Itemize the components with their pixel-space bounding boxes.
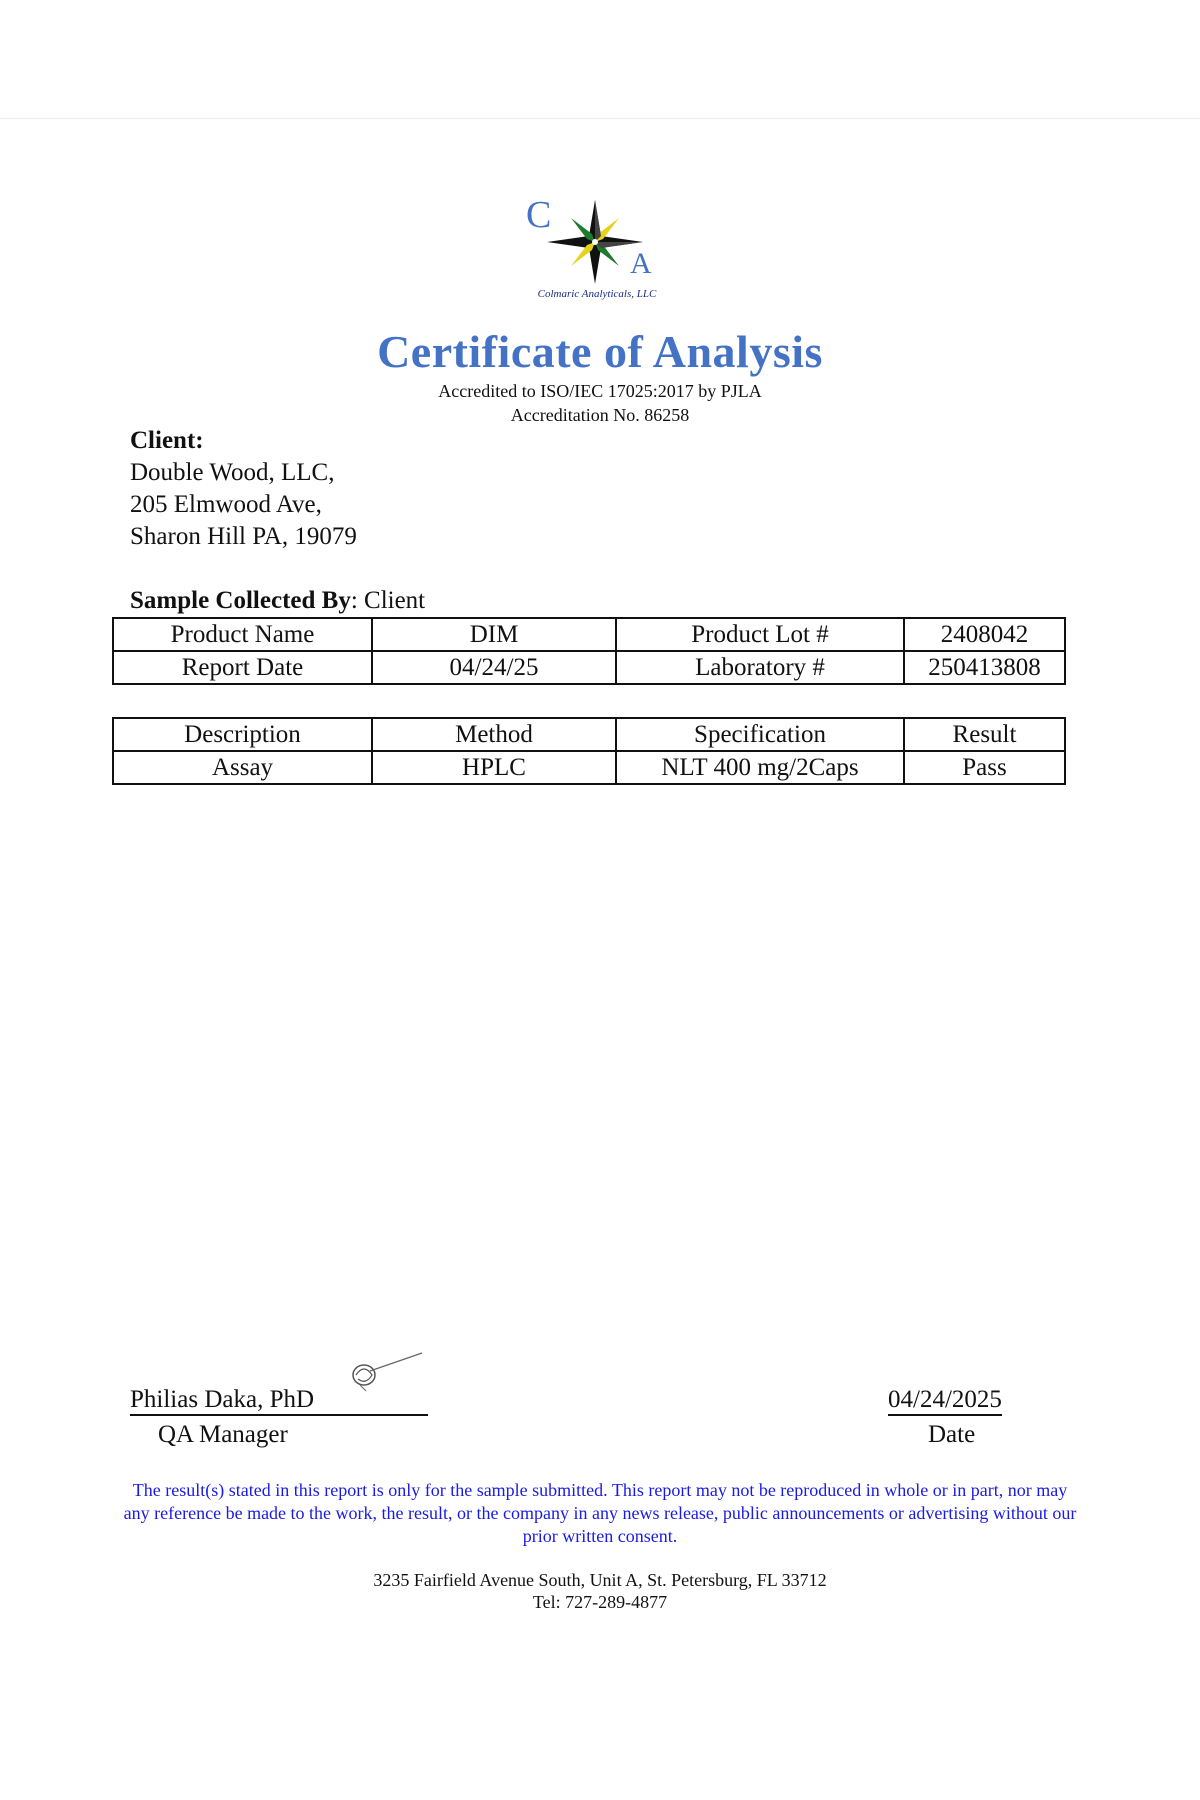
- client-block: [130, 425, 357, 553]
- client-address-line2: Sharon Hill PA, 19079: [130, 523, 357, 550]
- client-name: Double Wood, LLC,: [130, 459, 335, 486]
- column-header: Result: [904, 718, 1065, 751]
- page-title: Certificate of Analysis: [377, 326, 823, 377]
- column-header: Method: [372, 718, 616, 751]
- results-table: [112, 717, 1066, 785]
- table-cell: DIM: [372, 618, 616, 651]
- table-cell: Product Name: [113, 618, 372, 651]
- lab-phone: Tel: 727-289-4877: [532, 1592, 668, 1612]
- logo-company-name: Colmaric Analyticals, LLC: [537, 288, 657, 300]
- accreditation-line: Accredited to ISO/IEC 17025:2017 by PJLA: [438, 381, 762, 401]
- client-address-line1: 205 Elmwood Ave,: [130, 491, 322, 518]
- signatory-title: QA Manager: [158, 1421, 288, 1448]
- accreditation-number: Accreditation No. 86258: [510, 405, 690, 425]
- table-cell: Assay: [113, 751, 372, 784]
- top-margin: [0, 0, 1200, 118]
- client-label: Client:: [130, 427, 204, 454]
- table-header-row: [113, 718, 1065, 751]
- svg-text:C: C: [526, 194, 552, 236]
- table-cell: HPLC: [372, 751, 616, 784]
- date-label: Date: [928, 1421, 976, 1448]
- company-logo: [502, 181, 692, 301]
- table-cell: 04/24/25: [372, 651, 616, 684]
- bottom-margin: [0, 1682, 1200, 1800]
- column-header: Description: [113, 718, 372, 751]
- disclaimer-text: The result(s) stated in this report is only for the sample submitted. This report may not be reproduced in whole or in part, nor may any reference be made to the work, the result, or the company in any news release, public announcements or advertising without our prior written consent.: [123, 1480, 1077, 1546]
- table-cell: 250413808: [904, 651, 1065, 684]
- signature-date: 04/24/2025: [888, 1386, 1002, 1416]
- certificate-page: [0, 118, 1200, 1684]
- table-cell: Pass: [904, 751, 1065, 784]
- lab-address: 3235 Fairfield Avenue South, Unit A, St. Petersburg, FL 33712: [373, 1570, 827, 1590]
- table-row: [113, 651, 1065, 684]
- svg-text:A: A: [630, 247, 652, 280]
- table-cell: Report Date: [113, 651, 372, 684]
- signatory-name: Philias Daka, PhD: [130, 1386, 428, 1416]
- table-cell: NLT 400 mg/2Caps: [616, 751, 904, 784]
- product-info-table: [112, 617, 1066, 685]
- table-cell: Laboratory #: [616, 651, 904, 684]
- table-cell: Product Lot #: [616, 618, 904, 651]
- column-header: Specification: [616, 718, 904, 751]
- table-cell: 2408042: [904, 618, 1065, 651]
- sample-collected-by: [130, 587, 425, 615]
- table-row: [113, 618, 1065, 651]
- table-row: [113, 751, 1065, 784]
- sample-collected-label: Sample Collected By: [130, 587, 351, 614]
- sample-collected-value: : Client: [350, 587, 426, 614]
